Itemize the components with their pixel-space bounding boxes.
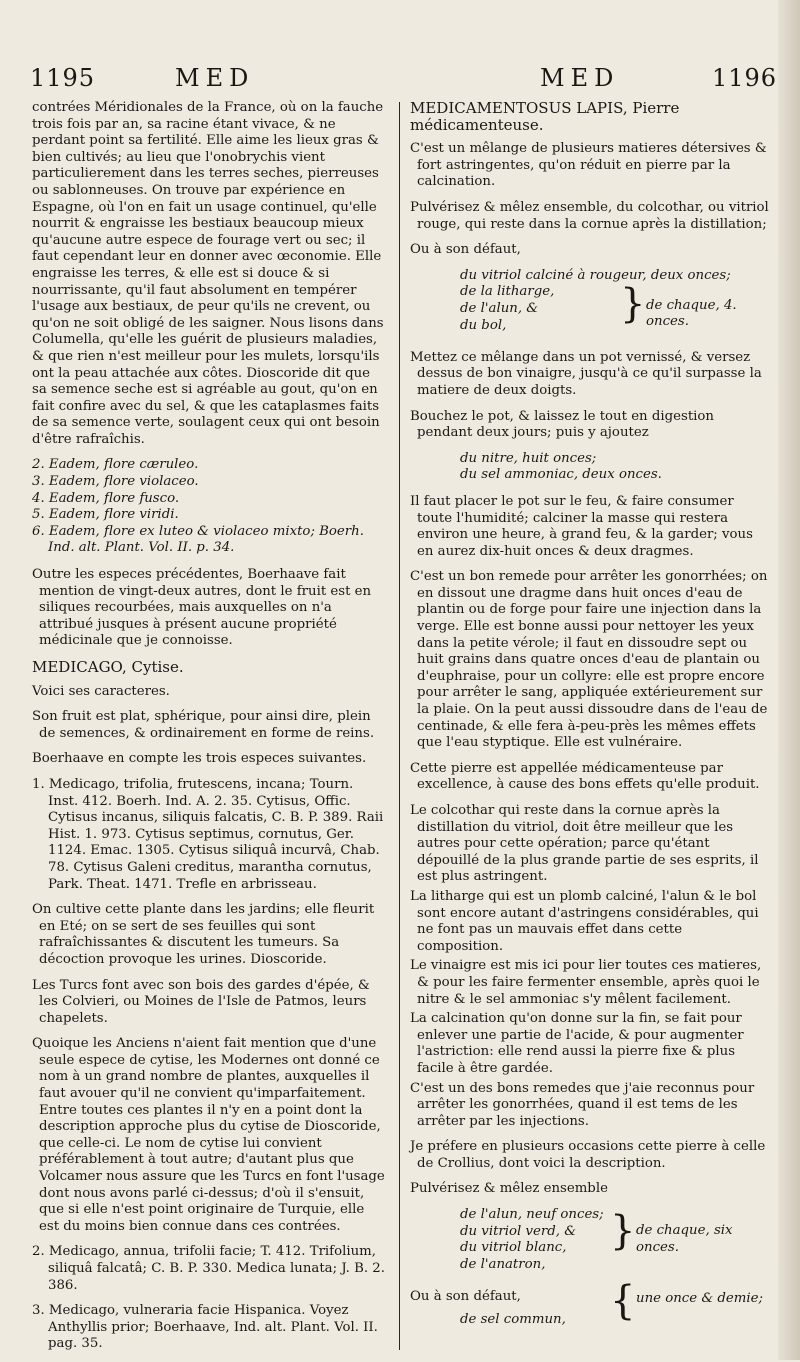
left-column <box>32 100 387 1362</box>
recipe-line: du nitre, huit onces; <box>460 450 597 466</box>
paragraph: contrées Méridionales de la France, où on la fauche trois fois par an, sa racine étant vivace, & ne perdant point sa fertilité. Elle aime les lieux gras & bien cultivés; au lieu que l'onobrychis vient particulierement dans les terres seches, pierreuses ou sablonneuses. On trouve par expérience en Espagne, où l'on en fait un usage continuel, qu'elle nourrit & engraisse les bestiaux beaucoup mieux qu'aucune autre espece de fourage vert ou sec; il faut cependant leur en donner avec œconomie. Elle engraisse les terres, & elle est si douce & si nourrissante, qu'il faut absolument en tempérer l'usage aux bestiaux, de peur qu'ils ne crevent, ou qu'on ne soit obligé de les saigner. Nous lisons dans Columella, qu'elle les guérit de plusieurs maladies, & que rien n'est meilleur pour les mulets, lorsqu'ils ont la peau attachée aux côtes. Dioscoride dit que sa semence seche est si agréable au gout, qu'on en fait confire avec du sel, & que les cataplasmes faits de sa semence verte, soulagent ceux qui ont besoin d'être rafraîchis. <box>32 100 384 447</box>
paragraph: La calcination qu'on donne sur la fin, se fait pour enlever une partie de l'acide, & pour augmenter l'astriction: elle rend aussi la pierre fixe & plus facile à être gardée. <box>410 1011 744 1076</box>
paragraph: Ou à son défaut, <box>410 1289 521 1305</box>
entry-heading: MEDICAGO, Cytise. <box>32 658 184 676</box>
recipe-list <box>410 268 770 340</box>
recipe-line: du vitriol calciné à rougeur, deux onces; <box>460 267 731 283</box>
paragraph: Le vinaigre est mis ici pour lier toutes ces matieres, & pour les faire fermenter ensemble, après quoi le nitre & le sel ammoniac s'y mêlent facilement. <box>410 958 762 1007</box>
list-item: 5. Eadem, flore viridi. <box>32 507 179 523</box>
recipe-list <box>410 1207 770 1279</box>
brace-glyph: } <box>620 280 646 327</box>
paragraph: Mettez ce mêlange dans un pot vernissé, & versez dessus de bon vinaigre, jusqu'à ce qu'il surpasse la matiere de deux doigts. <box>410 349 762 398</box>
paragraph: Il faut placer le pot sur le feu, & faire consumer toute l'humidité; calciner la masse qui restera environ une heure, à grand feu, & la garder; vous en aurez dix-huit onces & deux dragmes. <box>410 493 753 559</box>
recipe-list <box>410 1278 770 1329</box>
paragraph: La litharge qui est un plomb calciné, l'alun & le bol sont encore autant d'astringens considérables, qui ne font pas un mauvais effet dans cette composition. <box>410 888 759 954</box>
paragraph: C'est un des bons remedes que j'aie reconnus pour arrêter les gonorrhées, quand il est tems de les arrêter par les injections. <box>410 1080 755 1129</box>
recipe-quantity: de chaque, six onces. <box>636 1223 733 1255</box>
recipe-line: de l'anatron, <box>460 1256 546 1272</box>
paragraph: Ou à son défaut, <box>410 242 521 258</box>
recipe-line: de sel commun, <box>460 1311 566 1327</box>
recipe-line: de l'alun, neuf onces; <box>460 1207 604 1223</box>
paragraph: Son fruit est plat, sphérique, pour ainsi dire, plein de semences, & ordinairement en forme de reins. <box>32 709 375 741</box>
paragraph: Je préfere en plusieurs occasions cette pierre à celle de Crollius, dont voici la description. <box>410 1139 766 1171</box>
list-item: 3. Eadem, flore violaceo. <box>32 474 199 490</box>
list-item: 6. Eadem, flore ex luteo & violaceo mixto; Boerh. Ind. alt. Plant. Vol. II. p. 34. <box>32 523 364 556</box>
recipe-line: du bol, <box>460 317 507 333</box>
entry-heading: MEDICAMENTOSUS LAPIS, Pierre médicamenteuse. <box>410 99 680 134</box>
right-running-title: MED <box>540 64 620 92</box>
brace-glyph: } <box>610 1208 636 1255</box>
recipe-line: de la litharge, <box>460 284 555 300</box>
paragraph: On cultive cette plante dans les jardins; elle fleurit en Eté; on se sert de ses feuilles qui sont rafraîchissantes & discutent les tumeurs. Sa décoction provoque les urines. Dioscoride. <box>32 902 375 967</box>
paragraph: Boerhaave en compte les trois especes suivantes. <box>32 751 367 767</box>
paragraph: Quoique les Anciens n'aient fait mention que d'une seule espece de cytise, les Modernes ont donné ce nom à un grand nombre de plantes, auxquelles il faut avouer qu'il ne convient qu'imparfaitement. Entre toutes ces plantes il n'y en a point dont la description approche plus du cytise de Dioscoride, que celle-ci. Le nom de cytise lui convient préférablement à tout autre; d'autant plus que Volcamer nous assure que les Turcs en font l'usage dont nous avons parlé ci-dessus; d'où il s'ensuit, que si elle n'est point originaire de Turquie, elle est du moins bien connue dans ces contrées. <box>32 1036 385 1234</box>
right-column <box>410 100 770 1339</box>
recipe-list <box>410 451 770 484</box>
species-entry: 2. Medicago, annua, trifolii facie; T. 412. Trifolium, siliquâ falcatâ; C. B. P. 330. Medica lunata; J. B. 2. 386. <box>32 1244 385 1293</box>
paragraph: Les Turcs font avec son bois des gardes d'épée, & les Colvieri, ou Moines de l'Isle de Patmos, leurs chapelets. <box>32 977 370 1026</box>
left-running-title: MED <box>175 64 255 92</box>
paragraph: C'est un mêlange de plusieurs matieres détersives & fort astringentes, qu'on réduit en pierre par la calcination. <box>410 141 767 190</box>
recipe-line: du vitriol blanc, <box>460 1240 567 1256</box>
paragraph: Pulvérisez & mêlez ensemble, du colcothar, ou vitriol rouge, qui reste dans la cornue après la distillation; <box>410 199 769 232</box>
recipe-line: du sel ammoniac, deux onces. <box>460 467 662 483</box>
paragraph: Outre les especes précédentes, Boerhaave fait mention de vingt-deux autres, dont le fruit est en siliques recourbées, mais auxquelles on n'a attribué jusques à présent aucune propriété médicinale que je connoisse. <box>32 567 372 649</box>
page-edge <box>778 0 800 1360</box>
list-item: 2. Eadem, flore cæruleo. <box>32 457 199 473</box>
recipe-quantity: de chaque, 4. onces. <box>646 297 737 330</box>
recipe-quantity: une once & demie; <box>636 1291 763 1307</box>
right-page-number: 1196 <box>712 64 778 92</box>
list-item: 4. Eadem, flore fusco. <box>32 490 180 506</box>
column-rule <box>399 102 400 1350</box>
paragraph: Le colcothar qui reste dans la cornue après la distillation du vitriol, doit être meilleur que les autres pour cette opération; parce qu'étant dépouillé de la plus grande partie de ses esprits, il est plus astringent. <box>410 803 759 885</box>
paragraph: Voici ses caracteres. <box>32 683 170 699</box>
paragraph: Pulvérisez & mêlez ensemble <box>410 1181 608 1197</box>
left-page-number: 1195 <box>30 64 96 92</box>
paragraph: Bouchez le pot, & laissez le tout en digestion pendant deux jours; puis y ajoutez <box>410 408 714 441</box>
species-entry: 3. Medicago, vulneraria facie Hispanica. Voyez Anthyllis prior; Boerhaave, Ind. alt. Plant. Vol. II. pag. 35. <box>32 1303 378 1352</box>
brace-glyph: { <box>610 1278 636 1325</box>
paragraph: Cette pierre est appellée médicamenteuse par excellence, à cause des bons effets qu'elle produit. <box>410 760 760 793</box>
recipe-line: du vitriol verd, & <box>460 1223 577 1239</box>
recipe-line: de l'alun, & <box>460 300 539 316</box>
species-entry: 1. Medicago, trifolia, frutescens, incana; Tourn. Inst. 412. Boerh. Ind. A. 2. 35. Cytisus, Offic. Cytisus incanus, siliquis falcatis, C. B. P. 389. Raii Hist. 1. 973. Cytisus septimus, cornutus, Ger. 1124. Emac. 1305. Cytisus siliquâ incurvâ, Chab. 78. Cytisus Galeni creditus, marantha cornutus, Park. Theat. 1471. Trefle en arbrisseau. <box>32 776 384 892</box>
species-list <box>32 457 387 557</box>
paragraph: C'est un bon remede pour arrêter les gonorrhées; on en dissout une dragme dans huit onces d'eau de plantin ou de forge pour faire une injection dans la verge. Elle est bonne aussi pour nettoyer les yeux dans la petite vérole; il faut en dissoudre sept ou huit grains dans quatre onces d'eau de plantain ou d'euphraise, pour un collyre: elle est propre encore pour arrêter le sang, appliquée extérieurement sur la plaie. On la peut aussi dissoudre dans de l'eau de centinade, & elle fera à-peu-près les mêmes effets que l'eau styptique. Elle est vulnéraire. <box>410 569 768 751</box>
